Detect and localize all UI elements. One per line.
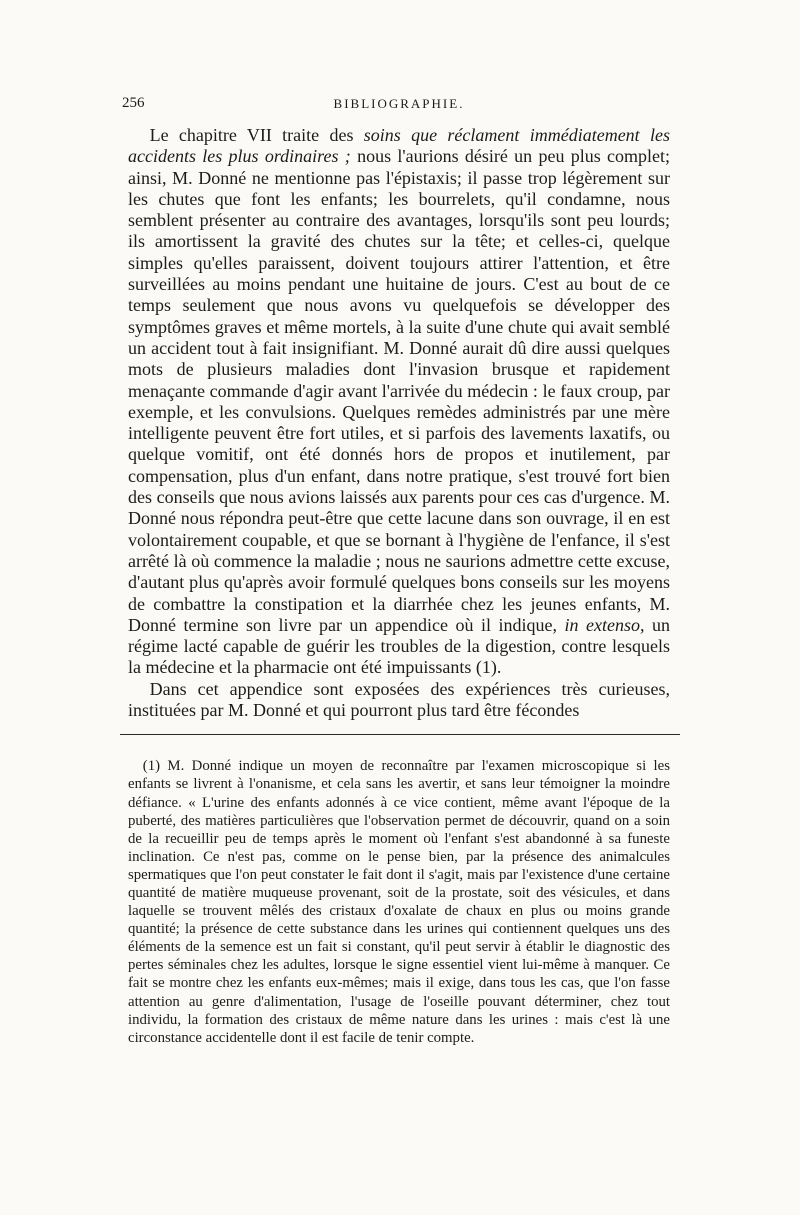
main-text — [128, 125, 670, 721]
footnote-rule — [120, 734, 680, 735]
p1-lead: Le chapitre VII traite des — [149, 125, 364, 145]
page-number: 256 — [122, 95, 145, 111]
footnote-text: (1) M. Donné indique un moyen de reconnaître par l'examen microscopique si les enfants se livrent à l'onanisme, et cela sans les avertir, et sans leur témoigner la moindre défiance. « L'urine des enfants adonnés à ce vice contient, même avant l'époque de la puberté, des matières particulières que l'observation permet de découvrir, quand on a soin de la recueillir peu de temps après le moment où l'enfant s'est abandonné à sa funeste inclination. Ce n'est pas, comme on le pense bien, par la présence des animalcules spermatiques que l'on peut constater le fait dont il s'agit, mais par l'existence d'une certaine quantité de matière muqueuse provenant, soit de la prostate, soit des vésicules, et dans laquelle se trouvent mêlés des cristaux d'oxalate de chaux en plus ou moins grande quantité; la présence de cette substance dans les urines qui contiennent quelques uns des éléments de la semence est un fait si constant, qu'il peut servir à établir le diagnostic des pertes séminales chez les adultes, lorsque le signe essentiel vient lui-même à manquer. Ce fait se montre chez les enfants eux-mêmes; mais il exige, dans tous les cas, que l'on fasse attention au genre d'alimentation, l'usage de l'oseille pouvant déterminer, chez tout individu, la formation des cristaux de même nature dans les urines : mais c'est là une circonstance accidentelle dont il est facile de tenir compte. — [128, 758, 670, 1046]
footnote — [128, 757, 670, 1047]
p1-italic-title: soins que réclament immédiatement les accidents les plus ordinaires ; — [128, 125, 670, 167]
p1-italic-latin: in extenso, — [564, 614, 645, 635]
book-page — [122, 95, 671, 1047]
running-head — [122, 95, 670, 119]
paragraph-2: Dans cet appendice sont exposées des expériences très curieuses, instituées par M. Donné et qui pourront plus tard être fécondes — [128, 678, 670, 721]
p1-text-a: nous l'aurions désiré un peu plus complet; ainsi, M. Donné ne mentionne pas l'épistaxis; il passe trop légèrement sur les chutes que font les enfants; les bourrelets, qu'il condamne, nous semblent présenter au contraire des avantages, lorsqu'ils sont peu lourds; ils amortissent la gravité des chutes sur la tête; et celles-ci, quelque simples qu'elles paraissent, doivent toujours attirer l'attention, et être surveillées au moins pendant une huitaine de jours. C'est au bout de ce temps seulement que nous avons vu quelquefois se développer des symptômes graves et même mortels, à la suite d'une chute qui avait semblé un accident tout à fait insignifiant. M. Donné aurait dû dire aussi quelques mots de plusieurs maladies dont l'invasion brusque et rapidement menaçante commande d'agir avant l'arrivée du médecin : le faux croup, par exemple, et les convulsions. Quelques remèdes administrés par une mère intelligente peuvent être fort utiles, et si parfois des lavements laxatifs, ou quelque vomitif, ont été donnés hors de propos et inutilement, par compensation, plus d'un enfant, dans notre pratique, s'est trouvé fort bien des conseils que nous avions laissés aux parents pour ces cas d'urgence. M. Donné nous répondra peut-être que cette lacune dans son ouvrage, il en est volontairement coupable, et que se bornant à l'hygiène de l'enfance, il s'est arrêté là où commence la maladie ; nous ne saurions admettre cette excuse, d'autant plus qu'après avoir formulé quelques bons conseils sur les moyens de combattre la constipation et la diarrhée chez les jeunes enfants, M. Donné termine son livre par un appendice où il indique, — [128, 146, 670, 635]
running-title: BIBLIOGRAPHIE. — [333, 96, 465, 111]
p1-text-b: un régime lacté capable de guérir les troubles de la digestion, contre lesquels la médecine et la pharmacie ont été impuissants (1). — [128, 614, 671, 678]
paragraph-1 — [128, 125, 670, 679]
